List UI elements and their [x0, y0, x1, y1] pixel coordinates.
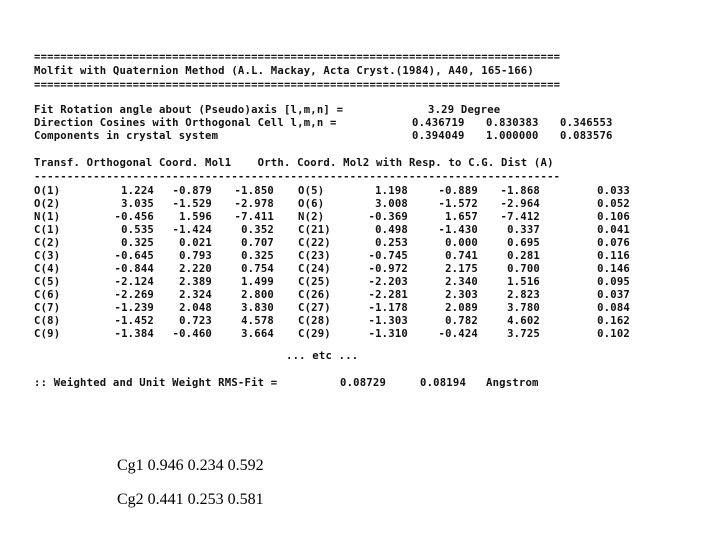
- cell-atom-mol2: C(29): [298, 328, 331, 340]
- cell-x-mol2: -2.203: [368, 276, 408, 288]
- cell-atom-mol2: C(28): [298, 315, 331, 327]
- cell-atom-mol1: C(6): [34, 289, 61, 301]
- cell-x-mol2: 0.498: [375, 224, 408, 236]
- cell-x-mol2: -1.303: [368, 315, 408, 327]
- cell-atom-mol1: N(1): [34, 211, 61, 223]
- cell-z-mol2: 4.602: [507, 315, 540, 327]
- cell-x-mol2: -0.369: [368, 211, 408, 223]
- separator-line-top: ================================================================================: [34, 51, 561, 63]
- cell-y-mol2: -0.424: [438, 328, 478, 340]
- cell-z-mol1: 0.325: [241, 250, 274, 262]
- cell-y-mol2: 2.175: [445, 263, 478, 275]
- cell-atom-mol1: C(7): [34, 302, 61, 314]
- cell-x-mol2: -0.745: [368, 250, 408, 262]
- table-row: [34, 302, 634, 315]
- rms-value-2: 0.08194: [420, 377, 467, 389]
- rms-label: :: Weighted and Unit Weight RMS-Fit =: [34, 377, 278, 389]
- cell-distance: 0.052: [597, 198, 630, 210]
- program-title: Molfit with Quaternion Method (A.L. Mackay, Acta Cryst.(1984), A40, 165-166): [34, 65, 534, 77]
- cell-x-mol1: -0.645: [114, 250, 154, 262]
- cell-y-mol2: -0.889: [438, 185, 478, 197]
- cell-y-mol1: 0.793: [179, 250, 212, 262]
- cell-y-mol1: -0.460: [172, 328, 212, 340]
- cell-y-mol2: 2.089: [445, 302, 478, 314]
- cell-atom-mol2: C(25): [298, 276, 331, 288]
- cell-atom-mol1: O(1): [34, 185, 61, 197]
- cell-y-mol1: -0.879: [172, 185, 212, 197]
- cell-z-mol2: 1.516: [507, 276, 540, 288]
- cell-x-mol1: 1.224: [121, 185, 154, 197]
- direction-value-2: 0.830383: [486, 117, 539, 129]
- cell-y-mol2: 2.303: [445, 289, 478, 301]
- cg2-centroid: Cg2 0.441 0.253 0.581: [117, 491, 264, 508]
- cell-z-mol2: 0.700: [507, 263, 540, 275]
- cell-distance: 0.162: [597, 315, 630, 327]
- cell-distance: 0.041: [597, 224, 630, 236]
- table-row: [34, 263, 634, 276]
- cell-distance: 0.033: [597, 185, 630, 197]
- cell-z-mol2: 0.695: [507, 237, 540, 249]
- table-row: [34, 211, 634, 224]
- cell-y-mol1: 0.021: [179, 237, 212, 249]
- cell-distance: 0.106: [597, 211, 630, 223]
- cell-atom-mol1: C(5): [34, 276, 61, 288]
- cell-y-mol1: -1.424: [172, 224, 212, 236]
- components-value-1: 0.394049: [412, 130, 465, 142]
- components-value-3: 0.083576: [560, 130, 613, 142]
- cell-y-mol1: 2.220: [179, 263, 212, 275]
- cell-distance: 0.084: [597, 302, 630, 314]
- cell-atom-mol1: C(3): [34, 250, 61, 262]
- cell-z-mol1: 3.830: [241, 302, 274, 314]
- cell-z-mol2: 3.780: [507, 302, 540, 314]
- components-label: Components in crystal system: [34, 130, 219, 142]
- cell-z-mol2: -2.964: [500, 198, 540, 210]
- cell-x-mol2: -0.972: [368, 263, 408, 275]
- cell-y-mol1: 2.324: [179, 289, 212, 301]
- cell-z-mol1: 1.499: [241, 276, 274, 288]
- cell-atom-mol2: C(27): [298, 302, 331, 314]
- cell-atom-mol1: C(4): [34, 263, 61, 275]
- separator-line-bottom: ================================================================================: [34, 79, 561, 91]
- rms-unit: Angstrom: [486, 377, 539, 389]
- cell-z-mol2: -7.412: [500, 211, 540, 223]
- cell-y-mol1: -1.529: [172, 198, 212, 210]
- cell-x-mol1: 3.035: [121, 198, 154, 210]
- cell-atom-mol1: C(9): [34, 328, 61, 340]
- cell-atom-mol2: C(26): [298, 289, 331, 301]
- cell-y-mol2: 0.000: [445, 237, 478, 249]
- cell-z-mol1: 0.754: [241, 263, 274, 275]
- cell-z-mol1: 2.800: [241, 289, 274, 301]
- rotation-label: Fit Rotation angle about (Pseudo)axis [l,m,n] =: [34, 104, 344, 116]
- cell-x-mol2: -1.310: [368, 328, 408, 340]
- cell-y-mol1: 2.048: [179, 302, 212, 314]
- cell-x-mol1: -2.269: [114, 289, 154, 301]
- cell-x-mol2: 0.253: [375, 237, 408, 249]
- cell-x-mol2: 3.008: [375, 198, 408, 210]
- cell-atom-mol1: C(8): [34, 315, 61, 327]
- cell-atom-mol2: N(2): [298, 211, 325, 223]
- cell-z-mol1: 0.707: [241, 237, 274, 249]
- table-row: [34, 328, 634, 341]
- direction-value-1: 0.436719: [412, 117, 465, 129]
- rotation-value: 3.29 Degree: [428, 104, 501, 116]
- cell-atom-mol1: O(2): [34, 198, 61, 210]
- cell-distance: 0.076: [597, 237, 630, 249]
- table-row: [34, 224, 634, 237]
- cell-atom-mol2: C(23): [298, 250, 331, 262]
- cell-x-mol1: -1.452: [114, 315, 154, 327]
- cell-atom-mol1: C(2): [34, 237, 61, 249]
- cg1-centroid: Cg1 0.946 0.234 0.592: [117, 457, 264, 474]
- cell-y-mol2: -1.430: [438, 224, 478, 236]
- cell-atom-mol2: O(6): [298, 198, 325, 210]
- etc-text: ... etc ...: [286, 350, 359, 362]
- table-row: [34, 198, 634, 211]
- cell-atom-mol2: C(22): [298, 237, 331, 249]
- cell-atom-mol2: O(5): [298, 185, 325, 197]
- table-header: Transf. Orthogonal Coord. Mol1 Orth. Coord. Mol2 with Resp. to C.G. Dist (A): [34, 157, 554, 169]
- direction-value-3: 0.346553: [560, 117, 613, 129]
- cell-z-mol2: 0.281: [507, 250, 540, 262]
- cell-z-mol1: -2.978: [234, 198, 274, 210]
- coordinate-table: [34, 185, 634, 345]
- cell-z-mol1: -1.850: [234, 185, 274, 197]
- table-row: [34, 250, 634, 263]
- table-row: [34, 276, 634, 289]
- cell-x-mol1: -1.239: [114, 302, 154, 314]
- cell-x-mol1: -1.384: [114, 328, 154, 340]
- cell-z-mol1: 0.352: [241, 224, 274, 236]
- cell-x-mol1: -0.456: [114, 211, 154, 223]
- table-divider: --------------------------------------------------------------------------------: [34, 171, 561, 183]
- cell-distance: 0.095: [597, 276, 630, 288]
- cell-z-mol2: 3.725: [507, 328, 540, 340]
- cell-distance: 0.102: [597, 328, 630, 340]
- cell-z-mol2: 0.337: [507, 224, 540, 236]
- cell-y-mol1: 2.389: [179, 276, 212, 288]
- cell-y-mol2: 2.340: [445, 276, 478, 288]
- cell-atom-mol2: C(24): [298, 263, 331, 275]
- cell-y-mol2: 0.741: [445, 250, 478, 262]
- cell-distance: 0.037: [597, 289, 630, 301]
- cell-x-mol2: -2.281: [368, 289, 408, 301]
- cell-z-mol1: 3.664: [241, 328, 274, 340]
- cell-x-mol1: 0.535: [121, 224, 154, 236]
- rms-value-1: 0.08729: [340, 377, 387, 389]
- table-row: [34, 185, 634, 198]
- cell-z-mol2: -1.868: [500, 185, 540, 197]
- cell-atom-mol2: C(21): [298, 224, 331, 236]
- cell-x-mol1: -2.124: [114, 276, 154, 288]
- cell-y-mol2: 0.782: [445, 315, 478, 327]
- cell-y-mol1: 1.596: [179, 211, 212, 223]
- table-row: [34, 315, 634, 328]
- cell-z-mol1: -7.411: [234, 211, 274, 223]
- cell-z-mol2: 2.823: [507, 289, 540, 301]
- rms-fit-line: [34, 377, 539, 442]
- cell-distance: 0.116: [597, 250, 630, 262]
- direction-label: Direction Cosines with Orthogonal Cell l,m,n =: [34, 117, 337, 129]
- table-row: [34, 237, 634, 250]
- cell-x-mol2: 1.198: [375, 185, 408, 197]
- cell-distance: 0.146: [597, 263, 630, 275]
- cell-y-mol2: 1.657: [445, 211, 478, 223]
- table-row: [34, 289, 634, 302]
- cell-x-mol1: 0.325: [121, 237, 154, 249]
- cell-y-mol2: -1.572: [438, 198, 478, 210]
- cell-atom-mol1: C(1): [34, 224, 61, 236]
- cell-z-mol1: 4.578: [241, 315, 274, 327]
- cell-x-mol1: -0.844: [114, 263, 154, 275]
- cell-y-mol1: 0.723: [179, 315, 212, 327]
- cell-x-mol2: -1.178: [368, 302, 408, 314]
- components-value-2: 1.000000: [486, 130, 539, 142]
